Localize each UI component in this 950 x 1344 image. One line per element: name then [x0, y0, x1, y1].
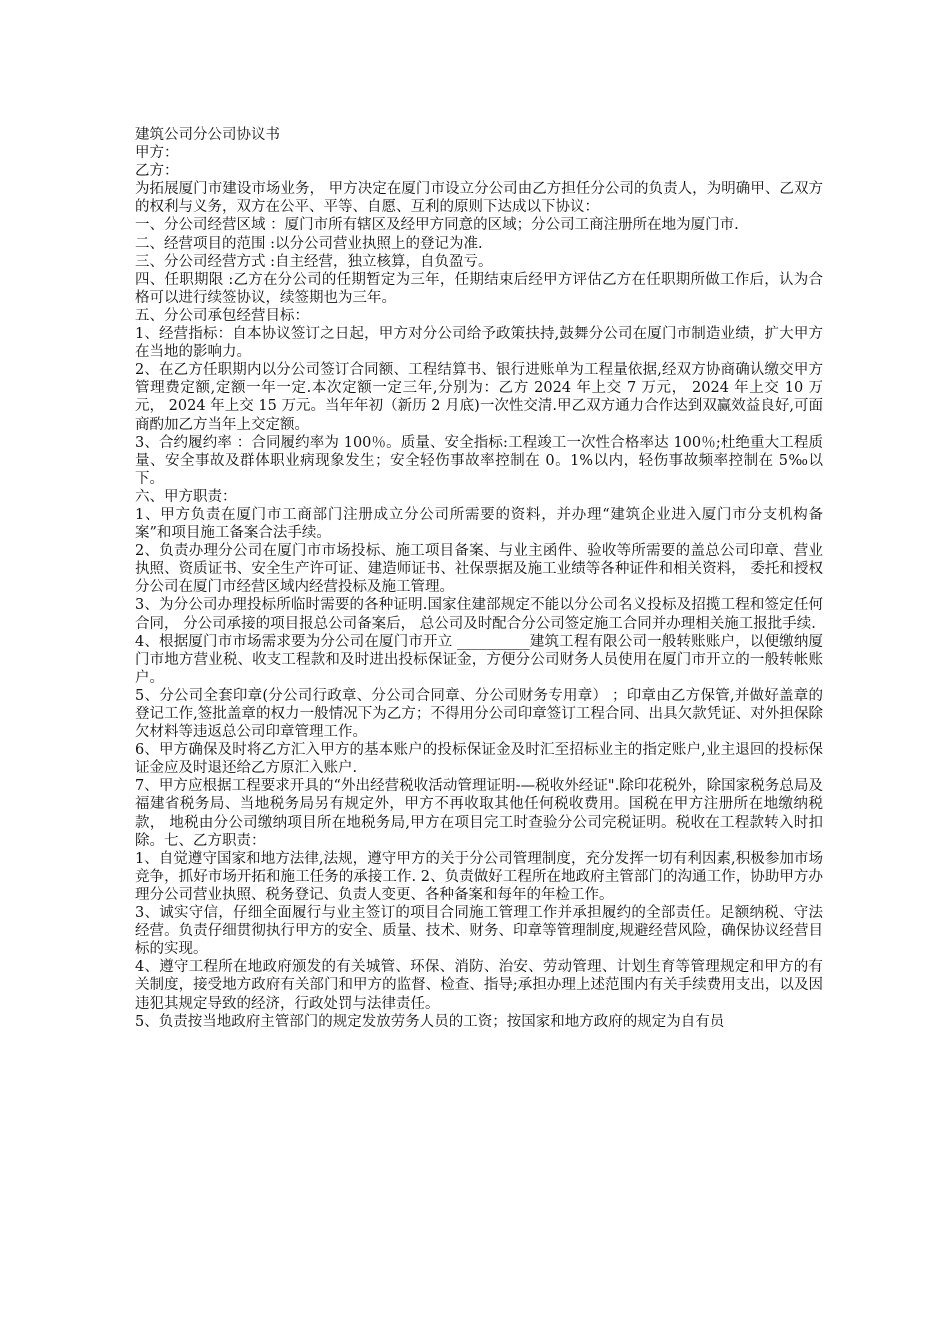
preamble-paragraph: 为拓展厦门市建设市场业务， 甲方决定在厦门市设立分公司由乙方担任分公司的负责人，为明确甲、乙双方的权利与义务，双方在公平、平等、自愿、互利的原则下达成以下协议： — [135, 181, 823, 216]
clause-6-item-4: 4、根据厦门市市场需求要为分公司在厦门市开立 __________建筑工程有限公司一般转账账户，以便缴纳厦门市地方营业税、收支工程款和及时进出投标保证金，方便分公司财务人员使用在厦门市开立的一般转帐账户。 — [135, 633, 823, 686]
clause-6-item-2: 2、负责办理分公司在厦门市市场投标、施工项目备案、与业主函件、验收等所需要的盖总公司印章、营业执照、资质证书、安全生产许可证、建造师证书、社保票据及施工业绩等各种证件和相关资料， 委托和授权分公司在厦门市经营区域内经营投标及施工管理。 — [135, 543, 823, 596]
clause-5-item-1: 1、经营指标：自本协议签订之日起，甲方对分公司给予政策扶持,鼓舞分公司在厦门市制造业绩，扩大甲方在当地的影响力。 — [135, 326, 823, 361]
party-b-line: 乙方： — [135, 163, 179, 180]
clause-7-item-5: 5、负责按当地政府主管部门的规定发放劳务人员的工资；按国家和地方政府的规定为自有员 — [135, 1013, 725, 1030]
document-page — [135, 126, 823, 1031]
clause-7-item-3: 3、诚实守信，仔细全面履行与业主签订的项目合同施工管理工作并承担履约的全部责任。足额纳税、守法经营。负责仔细贯彻执行甲方的安全、质量、技术、财务、印章等管理制度,规避经营风险，确保协议经营目标的实现。 — [135, 905, 823, 958]
clause-2-business-scope: 二、经营项目的范围 :以分公司营业执照上的登记为准. — [135, 235, 483, 252]
clause-6-item-5: 5、分公司全套印章(分公司行政章、分公司合同章、分公司财务专用章） ；印章由乙方保管,并做好盖章的登记工作,签批盖章的权力一般情况下为乙方；不得用分公司印章签订工程合同、出具欠款凭证、对外担保除欠材料等违返总公司印章管理工作。 — [135, 687, 823, 741]
clause-7-item-4: 4、遵守工程所在地政府颁发的有关城管、环保、消防、治安、劳动管理、计划生育等管理规定和甲方的有关制度，接受地方政府有关部门和甲方的监督、检查、指导;承担办理上述范围内有关手续费用支出，以及因违犯其规定导致的经济，行政处罚与法律责任。 — [135, 959, 823, 1012]
clause-6-item-7: 7、甲方应根据工程要求开具的“外出经营税收活动管理证明-—税收外经证".除印花税外，除国家税务总局及福建省税务局、当地税务局另有规定外，甲方不再收取其他任何税收费用。国税在甲方注册所在地缴纳税款， 地税由分公司缴纳项目所在地税务局,甲方在项目完工时查验分公司完税证明。税收在工程款转入时扣除。七、乙方职责： — [135, 778, 823, 849]
clause-6-item-1: 1、甲方负责在厦门市工商部门注册成立分公司所需要的资料，并办理“建筑企业进入厦门市分支机构备案”和项目施工备案合法手续。 — [135, 506, 823, 542]
clause-4-term: 四、任职期限 :乙方在分公司的任期暂定为三年，任期结束后经甲方评估乙方在任职期所做工作后，认为合格可以进行续签协议，续签期也为三年。 — [135, 271, 823, 306]
clause-5-item-2: 2、在乙方任职期内以分公司签订合同额、工程结算书、银行进账单为工程量依据,经双方协商确认缴交甲方管理费定额,定额一年一定.本次定额一定三年,分别为：乙方 2024 年上交 7 万元， 2024 年上交 10 万元， 2024 年上交 15 万元。当年年初（新历 2 月底)一次性交清.甲乙双方通力合作达到双赢效益良好,可面商酌加乙方当年上交定额。 — [135, 362, 823, 433]
clause-6-item-3: 3、为分公司办理投标所临时需要的各种证明.国家住建部规定不能以分公司名义投标及招揽工程和签定任何合同， 分公司承接的项目报总公司备案后， 总公司及时配合分公司签定施工合同并办理相关施工报批手续. — [135, 597, 823, 632]
clause-5-item-3: 3、合约履约率 ：合同履约率为 100％。质量、安全指标:工程竣工一次性合格率达 100％;杜绝重大工程质量、安全事故及群体职业病现象发生；安全轻伤事故率控制在 0。1%以内，轻伤事故频率控制在 5‰以下。 — [135, 434, 823, 487]
clause-1-business-area: 一、分公司经营区域 ：厦门市所有辖区及经甲方同意的区域；分公司工商注册所在地为厦门市. — [135, 217, 739, 234]
clause-7-item-1: 1、自觉遵守国家和地方法律,法规，遵守甲方的关于分公司管理制度，充分发挥一切有利因素,积极参加市场竞争，抓好市场开拓和施工任务的承接工作. 2、负责做好工程所在地政府主管部门的沟通工作，协助甲方办理分公司营业执照、税务登记、负责人变更、各种备案和每年的年检工作。 — [135, 850, 823, 903]
clause-3-operation-mode: 三、分公司经营方式 :自主经营，独立核算，自负盈亏。 — [135, 253, 493, 270]
clause-6-item-6: 6、甲方确保及时将乙方汇入甲方的基本账户的投标保证金及时汇至招标业主的指定账户,业主退回的投标保证金应及时退还给乙方原汇入账户. — [135, 742, 823, 777]
party-a-line: 甲方： — [135, 145, 179, 162]
clause-5-heading: 五、分公司承包经营目标： — [135, 307, 309, 324]
clause-6-heading: 六、甲方职责： — [135, 488, 237, 505]
document-title: 建筑公司分公司协议书 — [135, 127, 280, 143]
